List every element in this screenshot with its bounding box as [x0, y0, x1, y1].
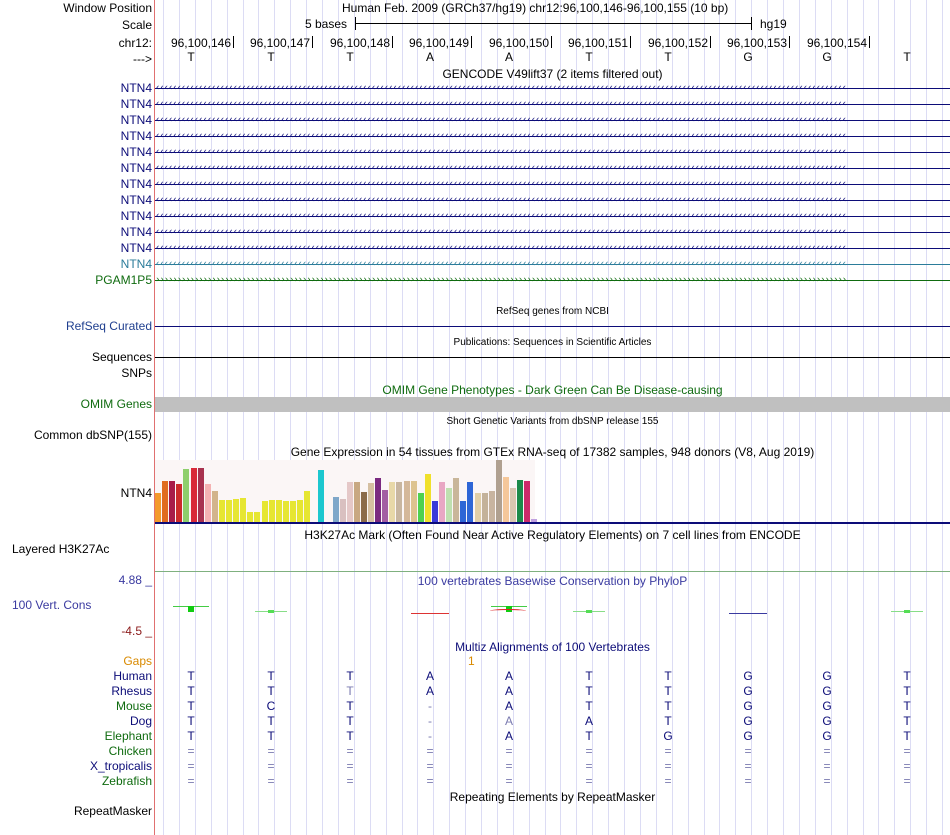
multiz-base: =: [664, 759, 672, 773]
gtex-tissue-bar[interactable]: [254, 512, 260, 522]
multiz-base: T: [187, 684, 195, 698]
gtex-tissue-bar[interactable]: [439, 482, 445, 522]
ruler-tick: [233, 36, 234, 48]
track-data-area[interactable]: [155, 0, 950, 835]
gene-strand-arrows: ‹‹‹‹‹‹‹‹‹‹‹‹‹‹‹‹‹‹‹‹‹‹‹‹‹‹‹‹‹‹‹‹‹‹‹‹‹‹‹‹‹‹‹‹‹‹‹‹‹‹‹‹‹‹‹‹‹‹‹‹‹‹‹‹‹‹‹‹‹‹‹‹‹‹‹‹‹‹‹‹‹‹‹‹‹‹‹‹‹‹‹‹‹‹‹‹‹‹‹‹‹‹‹‹‹‹‹‹‹‹‹‹‹‹‹‹‹‹‹‹‹‹‹‹‹‹‹‹‹‹‹‹‹‹‹‹‹‹‹‹‹‹‹‹‹‹‹‹‹‹‹‹‹‹‹‹‹‹‹‹: [155, 163, 846, 173]
multiz-base: T: [187, 669, 195, 683]
multiz-base: =: [903, 744, 911, 758]
gtex-tissue-bar[interactable]: [205, 484, 211, 522]
multiz-species-label[interactable]: Zebrafish: [101, 774, 152, 788]
multiz-base: A: [504, 669, 513, 683]
gtex-tissue-bar[interactable]: [475, 493, 481, 522]
gtex-tissue-bar[interactable]: [198, 468, 204, 522]
multiz-base: =: [505, 744, 513, 758]
gene-strand-arrows: ‹‹‹‹‹‹‹‹‹‹‹‹‹‹‹‹‹‹‹‹‹‹‹‹‹‹‹‹‹‹‹‹‹‹‹‹‹‹‹‹‹‹‹‹‹‹‹‹‹‹‹‹‹‹‹‹‹‹‹‹‹‹‹‹‹‹‹‹‹‹‹‹‹‹‹‹‹‹‹‹‹‹‹‹‹‹‹‹‹‹‹‹‹‹‹‹‹‹‹‹‹‹‹‹‹‹‹‹‹‹‹‹‹‹‹‹‹‹‹‹‹‹‹‹‹‹‹‹‹‹‹‹‹‹‹‹‹‹‹‹‹‹‹‹‹‹‹‹‹‹‹‹‹‹‹‹‹‹‹‹: [155, 227, 846, 237]
gtex-tissue-bar[interactable]: [283, 501, 289, 522]
multiz-species-label[interactable]: Mouse: [115, 699, 152, 713]
reference-base: T: [585, 50, 593, 64]
gtex-tissue-bar[interactable]: [269, 500, 275, 522]
gaps-label: Gaps: [123, 654, 152, 668]
gtex-tissue-bar[interactable]: [262, 501, 268, 522]
gtex-tissue-bar[interactable]: [297, 500, 303, 522]
multiz-base: T: [664, 699, 672, 713]
gene-strand-arrows: ‹‹‹‹‹‹‹‹‹‹‹‹‹‹‹‹‹‹‹‹‹‹‹‹‹‹‹‹‹‹‹‹‹‹‹‹‹‹‹‹‹‹‹‹‹‹‹‹‹‹‹‹‹‹‹‹‹‹‹‹‹‹‹‹‹‹‹‹‹‹‹‹‹‹‹‹‹‹‹‹‹‹‹‹‹‹‹‹‹‹‹‹‹‹‹‹‹‹‹‹‹‹‹‹‹‹‹‹‹‹‹‹‹‹‹‹‹‹‹‹‹‹‹‹‹‹‹‹‹‹‹‹‹‹‹‹‹‹‹‹‹‹‹‹‹‹‹‹‹‹‹‹‹‹‹‹‹‹‹‹: [155, 243, 846, 253]
gtex-tissue-bar[interactable]: [226, 500, 232, 522]
scale-bar-right-tick: [751, 17, 752, 30]
multiz-base: A: [425, 684, 434, 698]
gencode-gene-label[interactable]: NTN4: [120, 257, 152, 271]
multiz-base: T: [187, 729, 195, 743]
multiz-base: T: [903, 699, 911, 713]
gtex-gene-label[interactable]: NTN4: [120, 486, 152, 500]
refseq-title: RefSeq genes from NCBI: [496, 306, 609, 317]
ruler-position-label: 96,100,151: [567, 36, 628, 50]
gtex-tissue-bar[interactable]: [304, 491, 310, 522]
multiz-base: =: [585, 774, 593, 788]
multiz-base: =: [664, 774, 672, 788]
multiz-species-label[interactable]: Elephant: [104, 729, 152, 743]
gene-strand-arrows: ‹‹‹‹‹‹‹‹‹‹‹‹‹‹‹‹‹‹‹‹‹‹‹‹‹‹‹‹‹‹‹‹‹‹‹‹‹‹‹‹‹‹‹‹‹‹‹‹‹‹‹‹‹‹‹‹‹‹‹‹‹‹‹‹‹‹‹‹‹‹‹‹‹‹‹‹‹‹‹‹‹‹‹‹‹‹‹‹‹‹‹‹‹‹‹‹‹‹‹‹‹‹‹‹‹‹‹‹‹‹‹‹‹‹‹‹‹‹‹‹‹‹‹‹‹‹‹‹‹‹‹‹‹‹‹‹‹‹‹‹‹‹‹‹‹‹‹‹‹‹‹‹‹‹‹‹‹‹‹‹: [155, 131, 846, 141]
multiz-base: G: [822, 669, 832, 683]
publications-line[interactable]: [155, 357, 950, 358]
multiz-base: =: [346, 759, 354, 773]
gene-strand-arrows: ‹‹‹‹‹‹‹‹‹‹‹‹‹‹‹‹‹‹‹‹‹‹‹‹‹‹‹‹‹‹‹‹‹‹‹‹‹‹‹‹‹‹‹‹‹‹‹‹‹‹‹‹‹‹‹‹‹‹‹‹‹‹‹‹‹‹‹‹‹‹‹‹‹‹‹‹‹‹‹‹‹‹‹‹‹‹‹‹‹‹‹‹‹‹‹‹‹‹‹‹‹‹‹‹‹‹‹‹‹‹‹‹‹‹‹‹‹‹‹‹‹‹‹‹‹‹‹‹‹‹‹‹‹‹‹‹‹‹‹‹‹‹‹‹‹‹‹‹‹‹‹‹‹‹‹‹‹‹‹‹: [155, 115, 846, 125]
gtex-tissue-bar[interactable]: [219, 500, 225, 522]
ruler-tick: [312, 36, 313, 48]
omim-gene-bar[interactable]: [155, 397, 950, 412]
conservation-mark: [729, 613, 767, 614]
multiz-base: G: [663, 729, 673, 743]
sequences-track-label[interactable]: Sequences: [91, 350, 152, 364]
gencode-gene-label[interactable]: NTN4: [120, 241, 152, 255]
gene-strand-arrows: ››››››››››››››››››››››››››››››››››››››››››››››››››››››››››››››››››››››››››››››››››››››››››››››››››››››››››››››››››››››››››››››››››››››››››››››››››››››››››››››››: [155, 275, 846, 285]
refseq-track-label[interactable]: RefSeq Curated: [65, 319, 152, 333]
gtex-tissue-bar[interactable]: [191, 468, 197, 522]
gencode-title: GENCODE V49lift37 (2 items filtered out): [442, 67, 663, 81]
conservation-mark: [188, 606, 194, 612]
h3k27ac-title: H3K27Ac Mark (Often Found Near Active Regulatory Elements) on 7 cell lines from ENCODE: [304, 528, 801, 542]
multiz-base: T: [903, 729, 911, 743]
gencode-gene-label[interactable]: NTN4: [120, 161, 152, 175]
conservation-min-label: -4.5 _: [121, 624, 152, 638]
multiz-base: =: [585, 759, 593, 773]
gtex-tissue-bar[interactable]: [460, 501, 466, 522]
gencode-gene-label[interactable]: NTN4: [120, 97, 152, 111]
multiz-species-label[interactable]: X_tropicalis: [89, 759, 152, 773]
multiz-title: Multiz Alignments of 100 Vertebrates: [455, 640, 650, 654]
gtex-tissue-bar[interactable]: [233, 499, 239, 522]
multiz-base: =: [346, 774, 354, 788]
ruler-tick: [710, 36, 711, 48]
omim-title: OMIM Gene Phenotypes - Dark Green Can Be Disease-causing: [382, 383, 723, 397]
multiz-base: =: [744, 759, 752, 773]
multiz-base: T: [585, 684, 593, 698]
reference-base: T: [664, 50, 672, 64]
publications-title: Publications: Sequences in Scientific Articles: [453, 337, 652, 348]
gtex-tissue-bar[interactable]: [347, 482, 353, 522]
gencode-gene-label[interactable]: NTN4: [120, 81, 152, 95]
gtex-tissue-bar[interactable]: [375, 478, 381, 522]
repeatmasker-track-label[interactable]: RepeatMasker: [73, 804, 152, 818]
multiz-base: G: [822, 714, 832, 728]
gtex-tissue-bar[interactable]: [496, 460, 502, 522]
gencode-gene-label[interactable]: NTN4: [120, 145, 152, 159]
refseq-gene-line[interactable]: [155, 326, 950, 327]
multiz-base: T: [267, 669, 275, 683]
multiz-base: T: [585, 669, 593, 683]
reference-base: G: [743, 50, 753, 64]
track-label-column: [0, 0, 154, 835]
gtex-tissue-bar[interactable]: [368, 483, 374, 522]
multiz-base: =: [267, 774, 275, 788]
chromosome-label: chr12:: [118, 36, 152, 50]
gtex-tissue-bar[interactable]: [503, 477, 509, 522]
multiz-base: G: [822, 699, 832, 713]
multiz-base: -: [428, 699, 432, 713]
reference-base: G: [822, 50, 832, 64]
gtex-tissue-bar[interactable]: [510, 488, 516, 522]
multiz-base: =: [267, 759, 275, 773]
ruler-position-label: 96,100,149: [408, 36, 469, 50]
gtex-tissue-bar[interactable]: [411, 481, 417, 522]
reference-base: T: [903, 50, 911, 64]
conservation-mark: [490, 609, 526, 613]
gene-strand-arrows: ‹‹‹‹‹‹‹‹‹‹‹‹‹‹‹‹‹‹‹‹‹‹‹‹‹‹‹‹‹‹‹‹‹‹‹‹‹‹‹‹‹‹‹‹‹‹‹‹‹‹‹‹‹‹‹‹‹‹‹‹‹‹‹‹‹‹‹‹‹‹‹‹‹‹‹‹‹‹‹‹‹‹‹‹‹‹‹‹‹‹‹‹‹‹‹‹‹‹‹‹‹‹‹‹‹‹‹‹‹‹‹‹‹‹‹‹‹‹‹‹‹‹‹‹‹‹‹‹‹‹‹‹‹‹‹‹‹‹‹‹‹‹‹‹‹‹‹‹‹‹‹‹‹‹‹‹‹‹‹‹: [155, 147, 846, 157]
gene-strand-arrows: ‹‹‹‹‹‹‹‹‹‹‹‹‹‹‹‹‹‹‹‹‹‹‹‹‹‹‹‹‹‹‹‹‹‹‹‹‹‹‹‹‹‹‹‹‹‹‹‹‹‹‹‹‹‹‹‹‹‹‹‹‹‹‹‹‹‹‹‹‹‹‹‹‹‹‹‹‹‹‹‹‹‹‹‹‹‹‹‹‹‹‹‹‹‹‹‹‹‹‹‹‹‹‹‹‹‹‹‹‹‹‹‹‹‹‹‹‹‹‹‹‹‹‹‹‹‹‹‹‹‹‹‹‹‹‹‹‹‹‹‹‹‹‹‹‹‹‹‹‹‹‹‹‹‹‹‹‹‹‹‹: [155, 179, 846, 189]
multiz-base: G: [822, 684, 832, 698]
multiz-species-label[interactable]: Rhesus: [111, 684, 152, 698]
multiz-base: T: [346, 699, 354, 713]
gtex-tissue-bar[interactable]: [361, 492, 367, 522]
gtex-tissue-bar[interactable]: [425, 474, 431, 522]
gtex-tissue-bar[interactable]: [155, 493, 161, 522]
multiz-species-label[interactable]: Chicken: [108, 744, 152, 758]
multiz-base: T: [267, 684, 275, 698]
gtex-tissue-bar[interactable]: [333, 497, 339, 522]
multiz-base: C: [266, 699, 276, 713]
gtex-tissue-bar[interactable]: [432, 501, 438, 522]
gtex-baseline: [155, 522, 950, 524]
gap-marker: 1: [468, 654, 475, 668]
gtex-tissue-bar[interactable]: [467, 482, 473, 522]
multiz-base: =: [823, 744, 831, 758]
reference-base: T: [187, 50, 195, 64]
multiz-base: -: [428, 729, 432, 743]
multiz-base: T: [267, 714, 275, 728]
ruler-tick: [551, 36, 552, 48]
ruler-tick: [471, 36, 472, 48]
strand-label: --->: [133, 52, 152, 66]
multiz-base: G: [743, 684, 753, 698]
ruler-position-label: 96,100,146: [170, 36, 231, 50]
multiz-base: =: [903, 774, 911, 788]
gtex-tissue-bar[interactable]: [446, 488, 452, 522]
multiz-base: G: [743, 729, 753, 743]
multiz-base: =: [585, 744, 593, 758]
multiz-base: =: [426, 774, 434, 788]
scale-bases-text: 5 bases: [305, 17, 348, 31]
multiz-base: T: [664, 714, 672, 728]
gencode-gene-label[interactable]: NTN4: [120, 209, 152, 223]
gtex-tissue-bar[interactable]: [524, 481, 530, 522]
gtex-tissue-bar[interactable]: [418, 493, 424, 522]
multiz-base: T: [346, 714, 354, 728]
gtex-tissue-bar[interactable]: [382, 490, 388, 522]
window-position-text: Human Feb. 2009 (GRCh37/hg19) chr12:96,100,146-96,100,155 (10 bp): [342, 1, 729, 15]
multiz-base: =: [426, 744, 434, 758]
gene-strand-arrows: ‹‹‹‹‹‹‹‹‹‹‹‹‹‹‹‹‹‹‹‹‹‹‹‹‹‹‹‹‹‹‹‹‹‹‹‹‹‹‹‹‹‹‹‹‹‹‹‹‹‹‹‹‹‹‹‹‹‹‹‹‹‹‹‹‹‹‹‹‹‹‹‹‹‹‹‹‹‹‹‹‹‹‹‹‹‹‹‹‹‹‹‹‹‹‹‹‹‹‹‹‹‹‹‹‹‹‹‹‹‹‹‹‹‹‹‹‹‹‹‹‹‹‹‹‹‹‹‹‹‹‹‹‹‹‹‹‹‹‹‹‹‹‹‹‹‹‹‹‹‹‹‹‹‹‹‹‹‹‹‹: [155, 83, 846, 93]
dbsnp-title: Short Genetic Variants from dbSNP release 155: [446, 416, 659, 427]
omim-track-label[interactable]: OMIM Genes: [80, 397, 152, 411]
gtex-tissue-bar[interactable]: [162, 481, 168, 522]
multiz-base: =: [187, 759, 195, 773]
gtex-tissue-bar[interactable]: [276, 500, 282, 522]
gencode-gene-label[interactable]: NTN4: [120, 225, 152, 239]
multiz-base: T: [187, 699, 195, 713]
multiz-base: T: [903, 669, 911, 683]
ruler-position-label: 96,100,154: [806, 36, 867, 50]
gtex-tissue-bar[interactable]: [482, 493, 488, 522]
gene-strand-arrows: ‹‹‹‹‹‹‹‹‹‹‹‹‹‹‹‹‹‹‹‹‹‹‹‹‹‹‹‹‹‹‹‹‹‹‹‹‹‹‹‹‹‹‹‹‹‹‹‹‹‹‹‹‹‹‹‹‹‹‹‹‹‹‹‹‹‹‹‹‹‹‹‹‹‹‹‹‹‹‹‹‹‹‹‹‹‹‹‹‹‹‹‹‹‹‹‹‹‹‹‹‹‹‹‹‹‹‹‹‹‹‹‹‹‹‹‹‹‹‹‹‹‹‹‹‹‹‹‹‹‹‹‹‹‹‹‹‹‹‹‹‹‹‹‹‹‹‹‹‹‹‹‹‹‹‹‹‹‹‹‹: [155, 259, 846, 269]
conservation-mark: [904, 610, 910, 613]
multiz-base: T: [585, 729, 593, 743]
gene-strand-arrows: ‹‹‹‹‹‹‹‹‹‹‹‹‹‹‹‹‹‹‹‹‹‹‹‹‹‹‹‹‹‹‹‹‹‹‹‹‹‹‹‹‹‹‹‹‹‹‹‹‹‹‹‹‹‹‹‹‹‹‹‹‹‹‹‹‹‹‹‹‹‹‹‹‹‹‹‹‹‹‹‹‹‹‹‹‹‹‹‹‹‹‹‹‹‹‹‹‹‹‹‹‹‹‹‹‹‹‹‹‹‹‹‹‹‹‹‹‹‹‹‹‹‹‹‹‹‹‹‹‹‹‹‹‹‹‹‹‹‹‹‹‹‹‹‹‹‹‹‹‹‹‹‹‹‹‹‹‹‹‹‹: [155, 211, 846, 221]
conservation-mark: [586, 610, 592, 613]
conservation-mark: [411, 613, 449, 614]
ruler-tick: [869, 36, 870, 48]
window-position-label: Window Position: [63, 1, 152, 15]
multiz-base: T: [346, 669, 354, 683]
gene-strand-arrows: ‹‹‹‹‹‹‹‹‹‹‹‹‹‹‹‹‹‹‹‹‹‹‹‹‹‹‹‹‹‹‹‹‹‹‹‹‹‹‹‹‹‹‹‹‹‹‹‹‹‹‹‹‹‹‹‹‹‹‹‹‹‹‹‹‹‹‹‹‹‹‹‹‹‹‹‹‹‹‹‹‹‹‹‹‹‹‹‹‹‹‹‹‹‹‹‹‹‹‹‹‹‹‹‹‹‹‹‹‹‹‹‹‹‹‹‹‹‹‹‹‹‹‹‹‹‹‹‹‹‹‹‹‹‹‹‹‹‹‹‹‹‹‹‹‹‹‹‹‹‹‹‹‹‹‹‹‹‹‹‹: [155, 195, 846, 205]
multiz-base: =: [505, 774, 513, 788]
multiz-base: T: [267, 729, 275, 743]
multiz-base: =: [187, 744, 195, 758]
multiz-base: T: [187, 714, 195, 728]
gtex-tissue-bar[interactable]: [290, 501, 296, 522]
gtex-title: Gene Expression in 54 tissues from GTEx RNA-seq of 17382 samples, 948 donors (V8, Aug 2019): [290, 445, 815, 459]
multiz-base: A: [504, 729, 513, 743]
multiz-base: =: [426, 759, 434, 773]
gtex-tissue-bar[interactable]: [404, 481, 410, 522]
multiz-base: A: [425, 669, 434, 683]
multiz-base: T: [346, 684, 354, 698]
multiz-base: G: [822, 729, 832, 743]
gtex-tissue-bar[interactable]: [212, 491, 218, 522]
assembly-text: hg19: [760, 17, 787, 31]
ruler-position-label: 96,100,150: [488, 36, 549, 50]
conservation-track-label[interactable]: 100 Vert. Cons: [12, 598, 92, 612]
reference-base: A: [504, 50, 513, 64]
multiz-base: =: [346, 744, 354, 758]
ruler-tick: [789, 36, 790, 48]
conservation-max-label: 4.88 _: [118, 573, 152, 587]
gtex-tissue-bar[interactable]: [183, 469, 189, 522]
multiz-base: =: [664, 744, 672, 758]
gencode-gene-label[interactable]: NTN4: [120, 177, 152, 191]
dbsnp-track-label[interactable]: Common dbSNP(155): [33, 428, 152, 442]
gtex-tissue-bar[interactable]: [453, 478, 459, 522]
h3k27ac-track-label[interactable]: Layered H3K27Ac: [12, 542, 110, 556]
multiz-base: A: [584, 714, 593, 728]
gtex-tissue-bar[interactable]: [318, 470, 324, 522]
reference-base: T: [346, 50, 354, 64]
multiz-base: T: [903, 714, 911, 728]
multiz-base: G: [743, 699, 753, 713]
gtex-tissue-bar[interactable]: [396, 482, 402, 522]
multiz-base: A: [504, 684, 513, 698]
snps-track-label[interactable]: SNPs: [121, 366, 152, 380]
multiz-base: G: [743, 669, 753, 683]
gtex-tissue-bar[interactable]: [240, 498, 246, 522]
conservation-mark: [268, 610, 274, 613]
conservation-title: 100 vertebrates Basewise Conservation by PhyloP: [417, 574, 688, 588]
multiz-base: T: [903, 684, 911, 698]
ruler-position-label: 96,100,153: [726, 36, 787, 50]
multiz-base: =: [744, 774, 752, 788]
gencode-gene-label[interactable]: NTN4: [120, 113, 152, 127]
multiz-base: =: [267, 744, 275, 758]
multiz-base: -: [428, 714, 432, 728]
multiz-base: =: [187, 774, 195, 788]
ruler-tick: [392, 36, 393, 48]
multiz-base: =: [903, 759, 911, 773]
gtex-tissue-bar[interactable]: [389, 482, 395, 522]
multiz-base: =: [823, 759, 831, 773]
repeatmasker-title: Repeating Elements by RepeatMasker: [449, 790, 656, 804]
gencode-gene-label[interactable]: NTN4: [120, 129, 152, 143]
multiz-base: A: [504, 714, 513, 728]
gencode-gene-label[interactable]: NTN4: [120, 193, 152, 207]
ruler-position-label: 96,100,147: [249, 36, 310, 50]
multiz-species-label[interactable]: Dog: [129, 714, 152, 728]
multiz-base: =: [505, 759, 513, 773]
gtex-tissue-bar[interactable]: [517, 480, 523, 522]
h3k27ac-signal-line: [155, 571, 950, 572]
multiz-base: T: [585, 699, 593, 713]
multiz-base: G: [743, 714, 753, 728]
gencode-gene-label[interactable]: PGAM1P5: [95, 273, 152, 287]
multiz-base: A: [504, 699, 513, 713]
ruler-tick: [630, 36, 631, 48]
multiz-base: =: [823, 774, 831, 788]
multiz-base: T: [664, 684, 672, 698]
ruler-position-label: 96,100,148: [329, 36, 390, 50]
gtex-tissue-bar[interactable]: [169, 481, 175, 522]
gtex-tissue-bar[interactable]: [354, 482, 360, 522]
multiz-base: T: [346, 729, 354, 743]
gtex-tissue-bar[interactable]: [489, 491, 495, 522]
reference-base: A: [425, 50, 434, 64]
multiz-base: =: [744, 744, 752, 758]
gtex-tissue-bar[interactable]: [340, 499, 346, 522]
gtex-tissue-bar[interactable]: [176, 484, 182, 522]
gtex-tissue-bar[interactable]: [247, 512, 253, 522]
multiz-base: T: [664, 669, 672, 683]
scale-bar: [355, 23, 751, 24]
scale-label: Scale: [121, 18, 152, 32]
ruler-position-label: 96,100,152: [647, 36, 708, 50]
multiz-species-label[interactable]: Human: [113, 669, 152, 683]
gene-strand-arrows: ‹‹‹‹‹‹‹‹‹‹‹‹‹‹‹‹‹‹‹‹‹‹‹‹‹‹‹‹‹‹‹‹‹‹‹‹‹‹‹‹‹‹‹‹‹‹‹‹‹‹‹‹‹‹‹‹‹‹‹‹‹‹‹‹‹‹‹‹‹‹‹‹‹‹‹‹‹‹‹‹‹‹‹‹‹‹‹‹‹‹‹‹‹‹‹‹‹‹‹‹‹‹‹‹‹‹‹‹‹‹‹‹‹‹‹‹‹‹‹‹‹‹‹‹‹‹‹‹‹‹‹‹‹‹‹‹‹‹‹‹‹‹‹‹‹‹‹‹‹‹‹‹‹‹‹‹‹‹‹‹: [155, 99, 846, 109]
scale-bar-left-tick: [355, 17, 356, 30]
reference-base: T: [267, 50, 275, 64]
